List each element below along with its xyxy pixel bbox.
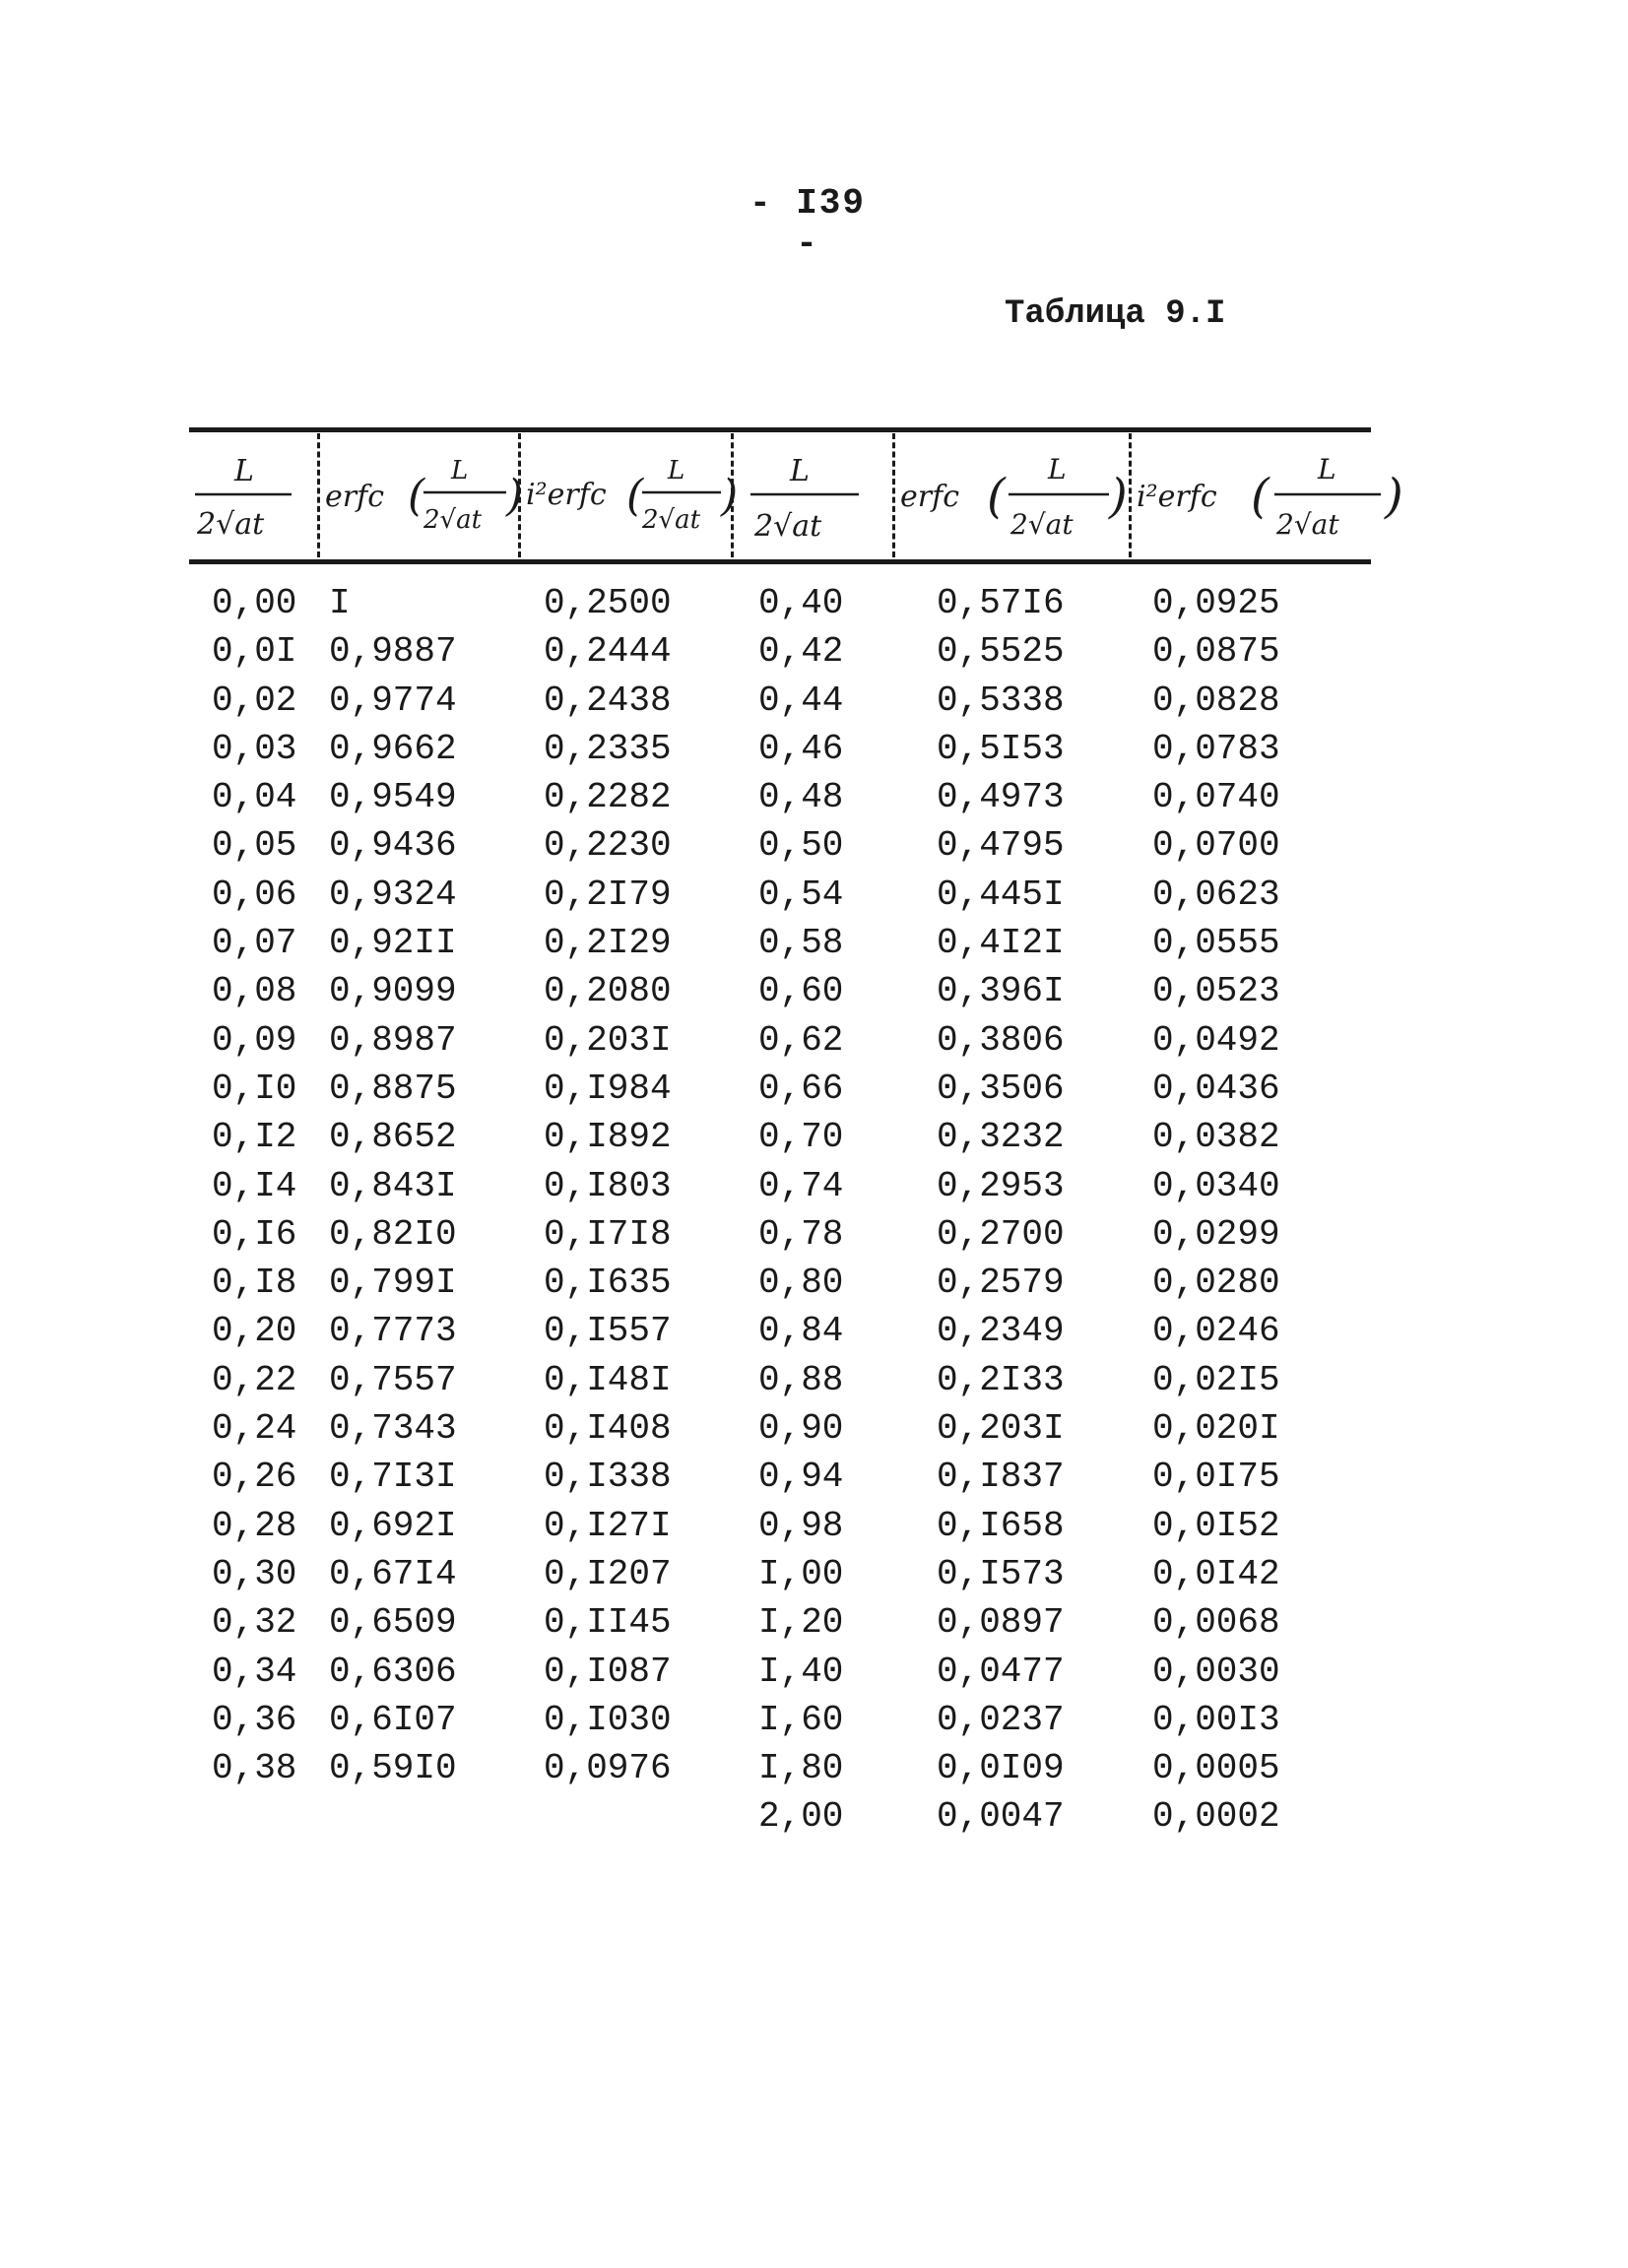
header-col-1-formula bbox=[193, 441, 301, 551]
table-row bbox=[0, 871, 1379, 919]
svg-text:(: ( bbox=[408, 471, 425, 521]
table-cell: 0,5I53 bbox=[937, 728, 1065, 769]
table-cell: 0,80 bbox=[758, 1263, 844, 1304]
table-cell: 0,0700 bbox=[1152, 825, 1280, 867]
table-cell: 0,44 bbox=[758, 680, 844, 721]
table-cell: 0,9549 bbox=[329, 777, 457, 818]
table-cell: 0,4795 bbox=[937, 825, 1065, 867]
table-cell: 0,I030 bbox=[544, 1699, 672, 1740]
table-cell: 0,5338 bbox=[937, 680, 1065, 721]
table-cell: 0,2282 bbox=[544, 777, 672, 818]
table-cell: 0,692I bbox=[329, 1505, 457, 1546]
table-cell: 0,I984 bbox=[544, 1068, 672, 1109]
table-cell: 0,08 bbox=[212, 971, 297, 1012]
table-row bbox=[0, 1648, 1379, 1696]
table-row bbox=[0, 579, 1379, 627]
table-cell: 0,36 bbox=[212, 1699, 297, 1740]
table-cell: 0,00I3 bbox=[1152, 1699, 1280, 1740]
table-row bbox=[0, 1113, 1379, 1161]
table-cell: 0,I338 bbox=[544, 1457, 672, 1498]
table-cell: 0,0280 bbox=[1152, 1263, 1280, 1304]
table-cell: 0,9774 bbox=[329, 680, 457, 721]
table-cell: 0,6509 bbox=[329, 1602, 457, 1644]
table-cell: 0,22 bbox=[212, 1359, 297, 1400]
table-row bbox=[0, 725, 1379, 773]
table-cell: 0,0623 bbox=[1152, 874, 1280, 915]
table-cell: 0,92II bbox=[329, 923, 457, 964]
formula-numerator: L bbox=[1318, 453, 1336, 486]
table-cell: 0,I408 bbox=[544, 1408, 672, 1450]
table-row bbox=[0, 821, 1379, 870]
table-cell: 0,0783 bbox=[1152, 728, 1280, 769]
table-cell: 0,26 bbox=[212, 1457, 297, 1498]
table-cell: 0,34 bbox=[212, 1651, 297, 1692]
table-cell: 0,203I bbox=[937, 1408, 1065, 1450]
table-row bbox=[0, 627, 1379, 676]
table-cell: 0,2700 bbox=[937, 1213, 1065, 1255]
table-cell: 0,24 bbox=[212, 1408, 297, 1450]
column-separator bbox=[892, 433, 895, 557]
table-cell: 0,9099 bbox=[329, 971, 457, 1012]
table-cell: I,20 bbox=[758, 1602, 844, 1644]
table-cell: 0,2I79 bbox=[544, 874, 672, 915]
header-col-2-formula bbox=[323, 441, 524, 551]
table-cell: 0,03 bbox=[212, 728, 297, 769]
formula-numerator: L bbox=[1048, 453, 1067, 486]
table-cell: 0,46 bbox=[758, 728, 844, 769]
table-cell: 0,0246 bbox=[1152, 1311, 1280, 1352]
table-cell: 0,3506 bbox=[937, 1068, 1065, 1109]
formula-numerator: L bbox=[451, 456, 469, 486]
table-row bbox=[0, 1598, 1379, 1647]
table-cell: 0,06 bbox=[212, 874, 297, 915]
table-header-rule bbox=[189, 559, 1371, 564]
table-cell: 0,67I4 bbox=[329, 1553, 457, 1594]
table-cell: 0,00 bbox=[212, 583, 297, 623]
table-cell: 0,2438 bbox=[544, 680, 672, 721]
table-cell: 0,02 bbox=[212, 680, 297, 721]
table-cell: 0,0523 bbox=[1152, 971, 1280, 1012]
table-row bbox=[0, 773, 1379, 821]
table-cell: 0,42 bbox=[758, 631, 844, 673]
table-cell: 0,4973 bbox=[937, 777, 1065, 818]
svg-text:(: ( bbox=[1251, 469, 1270, 524]
formula-numerator: L bbox=[234, 454, 254, 488]
table-row bbox=[0, 919, 1379, 967]
table-cell: 0,32 bbox=[212, 1602, 297, 1644]
table-cell: 2,00 bbox=[758, 1796, 844, 1838]
formula-function-name: erfc bbox=[900, 480, 959, 514]
table-cell: 0,843I bbox=[329, 1165, 457, 1206]
table-cell: 0,58 bbox=[758, 923, 844, 964]
table-cell: 0,98 bbox=[758, 1505, 844, 1546]
table-cell: 0,2I29 bbox=[544, 923, 672, 964]
formula-function-name: i²erfc bbox=[1137, 480, 1217, 514]
table-cell: 0,05 bbox=[212, 825, 297, 867]
table-cell: 0,I207 bbox=[544, 1553, 672, 1594]
formula-denominator: 2√at bbox=[197, 507, 265, 542]
table-cell: 0,I087 bbox=[544, 1651, 672, 1692]
table-cell: 0,0492 bbox=[1152, 1019, 1280, 1061]
table-cell: I,80 bbox=[758, 1748, 844, 1789]
table-cell: 0,54 bbox=[758, 874, 844, 915]
table-row bbox=[0, 1453, 1379, 1501]
table-cell: 0,396I bbox=[937, 971, 1065, 1012]
table-cell: 0,0047 bbox=[937, 1796, 1065, 1838]
table-row bbox=[0, 967, 1379, 1015]
table-cell: 0,50 bbox=[758, 825, 844, 867]
table-cell: 0,84 bbox=[758, 1311, 844, 1352]
table-cell: 0,2500 bbox=[544, 583, 672, 623]
table-cell: 0,07 bbox=[212, 923, 297, 964]
table-cell: 0,59I0 bbox=[329, 1748, 457, 1789]
table-cell: 0,28 bbox=[212, 1505, 297, 1546]
table-cell: 0,I635 bbox=[544, 1263, 672, 1304]
svg-text:): ) bbox=[1385, 469, 1403, 524]
table-cell: 0,0740 bbox=[1152, 777, 1280, 818]
table-cell: 0,2I33 bbox=[937, 1359, 1065, 1400]
table-cell: 0,I837 bbox=[937, 1457, 1065, 1498]
table-cell: 0,09 bbox=[212, 1019, 297, 1061]
table-cell: 0,0002 bbox=[1152, 1796, 1280, 1838]
table-cell: 0,9324 bbox=[329, 874, 457, 915]
table-cell: 0,I4 bbox=[212, 1165, 297, 1206]
table-top-rule bbox=[189, 427, 1371, 432]
header-col-6-formula bbox=[1135, 441, 1430, 551]
svg-text:): ) bbox=[506, 471, 524, 521]
table-cell: 0,0I75 bbox=[1152, 1457, 1280, 1498]
table-cell: 0,0436 bbox=[1152, 1068, 1280, 1109]
table-cell: 0,I803 bbox=[544, 1165, 672, 1206]
table-cell: 0,88 bbox=[758, 1359, 844, 1400]
table-cell: 0,57I6 bbox=[937, 583, 1065, 623]
header-col-5-formula bbox=[898, 441, 1131, 551]
formula-denominator: 2√at bbox=[642, 505, 701, 535]
formula-numerator: L bbox=[790, 454, 810, 488]
table-cell: 0,90 bbox=[758, 1408, 844, 1450]
table-cell: 0,9662 bbox=[329, 728, 457, 769]
table-cell: 0,0828 bbox=[1152, 680, 1280, 721]
table-cell: 0,0I bbox=[212, 631, 297, 673]
table-cell: 0,3232 bbox=[937, 1117, 1065, 1158]
table-cell: 0,0068 bbox=[1152, 1602, 1280, 1644]
table-cell: 0,0005 bbox=[1152, 1748, 1280, 1789]
table-cell: 0,I892 bbox=[544, 1117, 672, 1158]
formula-numerator: L bbox=[668, 456, 685, 486]
table-cell: 0,I7I8 bbox=[544, 1213, 672, 1255]
table-cell: 0,6306 bbox=[329, 1651, 457, 1692]
table-cell: 0,3806 bbox=[937, 1019, 1065, 1061]
svg-text:): ) bbox=[1109, 469, 1128, 524]
svg-text:(: ( bbox=[987, 469, 1006, 524]
formula-function-name: i²erfc bbox=[526, 478, 607, 512]
table-cell: 0,2349 bbox=[937, 1311, 1065, 1352]
table-cell: 0,94 bbox=[758, 1457, 844, 1498]
data-table bbox=[0, 579, 1379, 1842]
table-cell: 0,9436 bbox=[329, 825, 457, 867]
table-cell: 0,I27I bbox=[544, 1505, 672, 1546]
table-cell: 0,2444 bbox=[544, 631, 672, 673]
table-cell: 0,203I bbox=[544, 1019, 672, 1061]
table-cell: 0,2335 bbox=[544, 728, 672, 769]
table-row bbox=[0, 1696, 1379, 1744]
table-cell: 0,7557 bbox=[329, 1359, 457, 1400]
table-cell: 0,799I bbox=[329, 1263, 457, 1304]
table-cell: 0,0897 bbox=[937, 1602, 1065, 1644]
table-cell: I bbox=[329, 583, 351, 623]
table-cell: 0,I573 bbox=[937, 1553, 1065, 1594]
table-cell: 0,02I5 bbox=[1152, 1359, 1280, 1400]
table-cell: 0,8987 bbox=[329, 1019, 457, 1061]
table-cell: 0,4I2I bbox=[937, 923, 1065, 964]
table-cell: 0,0I42 bbox=[1152, 1553, 1280, 1594]
table-row bbox=[0, 1016, 1379, 1065]
table-cell: 0,38 bbox=[212, 1748, 297, 1789]
table-cell: 0,II45 bbox=[544, 1602, 672, 1644]
table-cell: I,40 bbox=[758, 1651, 844, 1692]
table-cell: 0,82I0 bbox=[329, 1213, 457, 1255]
table-row bbox=[0, 1356, 1379, 1404]
table-cell: 0,I658 bbox=[937, 1505, 1065, 1546]
table-cell: 0,8652 bbox=[329, 1117, 457, 1158]
table-cell: 0,0340 bbox=[1152, 1165, 1280, 1206]
table-cell: 0,7I3I bbox=[329, 1457, 457, 1498]
formula-denominator: 2√at bbox=[754, 509, 822, 544]
table-row bbox=[0, 1502, 1379, 1550]
table-cell: 0,2080 bbox=[544, 971, 672, 1012]
table-cell: 0,0976 bbox=[544, 1748, 672, 1789]
table-cell: I,00 bbox=[758, 1553, 844, 1594]
formula-denominator: 2√at bbox=[1276, 508, 1339, 541]
table-cell: 0,78 bbox=[758, 1213, 844, 1255]
table-row bbox=[0, 1550, 1379, 1598]
svg-text:(: ( bbox=[626, 471, 644, 521]
table-cell: 0,0I52 bbox=[1152, 1505, 1280, 1546]
table-cell: 0,I0 bbox=[212, 1068, 297, 1109]
table-cell: 0,5525 bbox=[937, 631, 1065, 673]
table-row bbox=[0, 1065, 1379, 1113]
table-cell: 0,0477 bbox=[937, 1651, 1065, 1692]
table-cell: 0,6I07 bbox=[329, 1699, 457, 1740]
table-cell: 0,30 bbox=[212, 1553, 297, 1594]
table-cell: 0,I6 bbox=[212, 1213, 297, 1255]
table-cell: 0,8875 bbox=[329, 1068, 457, 1109]
table-cell: 0,0237 bbox=[937, 1699, 1065, 1740]
table-row bbox=[0, 1404, 1379, 1453]
table-cell: 0,0925 bbox=[1152, 583, 1280, 623]
table-cell: 0,2230 bbox=[544, 825, 672, 867]
table-cell: 0,0555 bbox=[1152, 923, 1280, 964]
table-cell: 0,0I09 bbox=[937, 1748, 1065, 1789]
formula-function-name: erfc bbox=[325, 480, 384, 514]
table-cell: 0,9887 bbox=[329, 631, 457, 673]
table-cell: 0,2579 bbox=[937, 1263, 1065, 1304]
table-cell: 0,2953 bbox=[937, 1165, 1065, 1206]
table-cell: 0,445I bbox=[937, 874, 1065, 915]
table-caption: Таблица 9.I bbox=[1005, 295, 1226, 333]
header-col-3-formula bbox=[524, 441, 739, 551]
table-cell: 0,74 bbox=[758, 1165, 844, 1206]
table-row bbox=[0, 1792, 1379, 1841]
column-separator bbox=[317, 433, 320, 557]
table-cell: 0,20 bbox=[212, 1311, 297, 1352]
table-cell: 0,70 bbox=[758, 1117, 844, 1158]
table-row bbox=[0, 1210, 1379, 1259]
page-number: - I39 - bbox=[749, 183, 867, 264]
table-cell: 0,I2 bbox=[212, 1117, 297, 1158]
table-row bbox=[0, 677, 1379, 725]
table-row bbox=[0, 1259, 1379, 1307]
table-cell: 0,04 bbox=[212, 777, 297, 818]
table-cell: 0,0382 bbox=[1152, 1117, 1280, 1158]
table-cell: 0,020I bbox=[1152, 1408, 1280, 1450]
table-cell: 0,I557 bbox=[544, 1311, 672, 1352]
formula-denominator: 2√at bbox=[423, 505, 483, 535]
table-cell: 0,7773 bbox=[329, 1311, 457, 1352]
table-row bbox=[0, 1307, 1379, 1355]
formula-denominator: 2√at bbox=[1010, 508, 1074, 541]
table-cell: 0,0030 bbox=[1152, 1651, 1280, 1692]
header-col-4-formula bbox=[749, 441, 877, 551]
table-cell: 0,0875 bbox=[1152, 631, 1280, 673]
table-cell: I,60 bbox=[758, 1699, 844, 1740]
table-cell: 0,I48I bbox=[544, 1359, 672, 1400]
table-cell: 0,0299 bbox=[1152, 1213, 1280, 1255]
table-cell: 0,40 bbox=[758, 583, 844, 623]
table-cell: 0,62 bbox=[758, 1019, 844, 1061]
table-cell: 0,60 bbox=[758, 971, 844, 1012]
table-row bbox=[0, 1744, 1379, 1792]
svg-text:): ) bbox=[721, 471, 739, 521]
table-cell: 0,7343 bbox=[329, 1408, 457, 1450]
table-cell: 0,I8 bbox=[212, 1263, 297, 1304]
table-row bbox=[0, 1162, 1379, 1210]
table-cell: 0,48 bbox=[758, 777, 844, 818]
table-cell: 0,66 bbox=[758, 1068, 844, 1109]
